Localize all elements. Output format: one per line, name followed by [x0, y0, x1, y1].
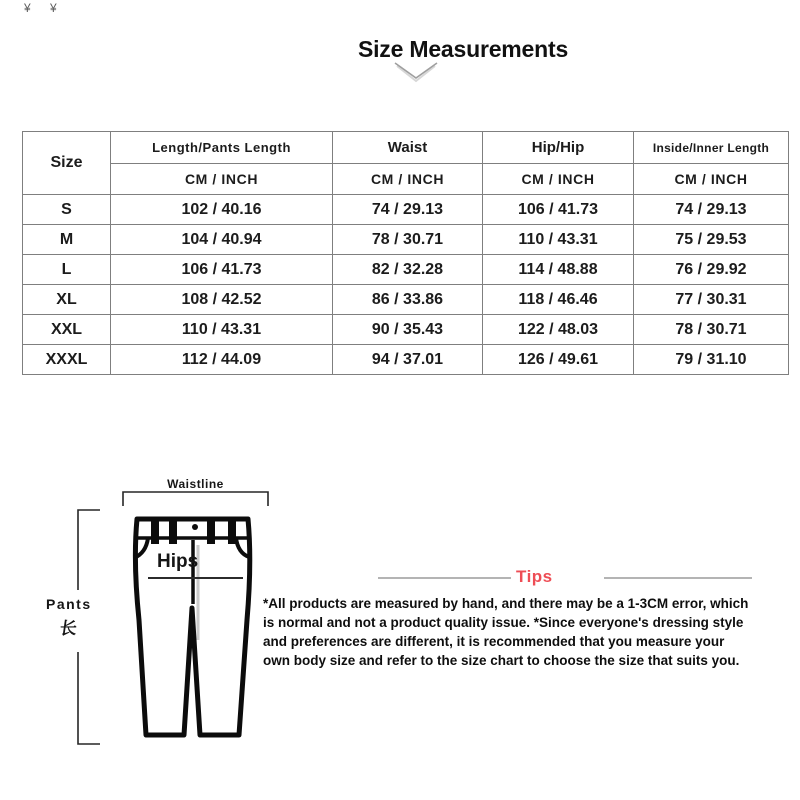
button-dot	[192, 524, 198, 530]
inside-cell: 75 / 29.53	[634, 225, 789, 255]
hip-cell: 114 / 48.88	[483, 255, 634, 285]
waistline-label: Waistline	[167, 477, 224, 491]
pants-length-label-zh: 长	[58, 619, 79, 638]
watermark-glyphs: ¥ ¥	[24, 1, 57, 15]
hip-cell: 106 / 41.73	[483, 195, 634, 225]
page-title: Size Measurements	[357, 36, 569, 62]
hip-cell: 122 / 48.03	[483, 315, 634, 345]
waist-cell: 90 / 35.43	[333, 315, 483, 345]
unit-cell-hip: CM / INCH	[483, 164, 634, 195]
unit-cell-length: CM / INCH	[111, 164, 333, 195]
size-cell: XL	[23, 285, 111, 315]
inside-cell: 74 / 29.13	[634, 195, 789, 225]
size-cell: XXL	[23, 315, 111, 345]
waist-cell: 74 / 29.13	[333, 195, 483, 225]
inside-cell: 77 / 30.31	[634, 285, 789, 315]
column-header-inside: Inside/Inner Length	[634, 132, 789, 164]
length-cell: 102 / 40.16	[111, 195, 333, 225]
hip-cell: 126 / 49.61	[483, 345, 634, 375]
size-cell: M	[23, 225, 111, 255]
hips-label: Hips	[157, 551, 199, 572]
inside-cell: 78 / 30.71	[634, 315, 789, 345]
pants-length-bracket-bottom	[78, 652, 100, 744]
tips-line: own body size and refer to the size chart to choose the size that suits you.	[263, 653, 740, 668]
length-cell: 112 / 44.09	[111, 345, 333, 375]
waist-cell: 94 / 37.01	[333, 345, 483, 375]
length-cell: 108 / 42.52	[111, 285, 333, 315]
length-cell: 106 / 41.73	[111, 255, 333, 285]
column-header-length: Length/Pants Length	[111, 132, 333, 164]
pants-length-bracket-top	[78, 510, 100, 590]
unit-cell-waist: CM / INCH	[333, 164, 483, 195]
unit-cell-inside: CM / INCH	[634, 164, 789, 195]
length-cell: 110 / 43.31	[111, 315, 333, 345]
size-cell: XXXL	[23, 345, 111, 375]
column-header-waist: Waist	[333, 132, 483, 164]
waist-cell: 86 / 33.86	[333, 285, 483, 315]
hip-cell: 110 / 43.31	[483, 225, 634, 255]
inside-cell: 79 / 31.10	[634, 345, 789, 375]
tips-line: *All products are measured by hand, and there may be a 1-3CM error, which	[263, 596, 749, 611]
waist-cell: 78 / 30.71	[333, 225, 483, 255]
column-header-hip: Hip/Hip	[483, 132, 634, 164]
waistline-bracket	[123, 492, 268, 506]
size-cell: L	[23, 255, 111, 285]
waist-cell: 82 / 32.28	[333, 255, 483, 285]
inside-cell: 76 / 29.92	[634, 255, 789, 285]
column-header-size: Size	[23, 132, 111, 195]
tips-line: and preferences are different, it is recommended that you measure your	[263, 634, 725, 649]
size-cell: S	[23, 195, 111, 225]
tips-body	[263, 594, 748, 670]
tips-heading: Tips	[516, 567, 553, 586]
tips-line: is normal and not a product quality issue. *Since everyone's dressing style	[263, 615, 744, 630]
length-cell: 104 / 40.94	[111, 225, 333, 255]
hip-cell: 118 / 46.46	[483, 285, 634, 315]
pants-length-label: Pants	[46, 596, 92, 612]
